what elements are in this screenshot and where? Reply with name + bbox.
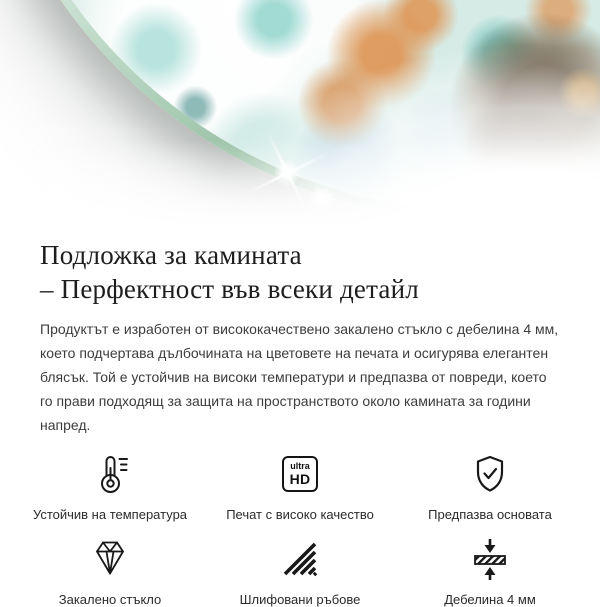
feature-label: Печат с високо качество — [226, 507, 374, 522]
marble-print-surface — [0, 0, 600, 211]
feature-polished-edges — [205, 536, 395, 607]
page-title — [40, 238, 560, 306]
ultra-hd-icon — [282, 451, 318, 497]
glass-plate-edge — [0, 0, 600, 220]
feature-print-quality — [205, 451, 395, 522]
ultra-hd-badge-bottom: HD — [289, 471, 311, 487]
shield-check-icon — [468, 451, 512, 497]
feature-label: Устойчив на температура — [32, 507, 188, 522]
feature-label: Предпазва основата — [428, 507, 552, 522]
feature-tempered-glass — [15, 536, 205, 607]
feature-thickness — [395, 536, 585, 607]
feature-label: Закалено стъкло — [58, 592, 162, 607]
thickness-4mm-icon — [468, 536, 512, 582]
page-title-line1: Подложка за камината — [40, 240, 302, 270]
polished-edges-icon — [278, 536, 322, 582]
ultra-hd-badge-top: ultra — [290, 461, 310, 471]
product-description: Продуктът е изработен от висококачествено закалено стъкло с дебелина 4 мм, което подчертава дълбочината на цветовете на печата и осигурява елегантен блясък. Той е устойчив на високи температури и предпазва от повреди, което го прави подходящ за защита на пространството около камината за години напред. — [40, 321, 559, 433]
page-title-line2: – Перфектност във всеки детайл — [40, 274, 419, 304]
feature-label: Шлифовани ръбове — [239, 592, 361, 607]
feature-grid — [0, 451, 600, 607]
feature-temperature — [15, 451, 205, 522]
feature-label: Дебелина 4 мм — [444, 592, 536, 607]
thermometer-icon — [88, 451, 132, 497]
feature-protects-base — [395, 451, 585, 522]
product-photo — [0, 0, 600, 233]
diamond-icon — [88, 536, 132, 582]
